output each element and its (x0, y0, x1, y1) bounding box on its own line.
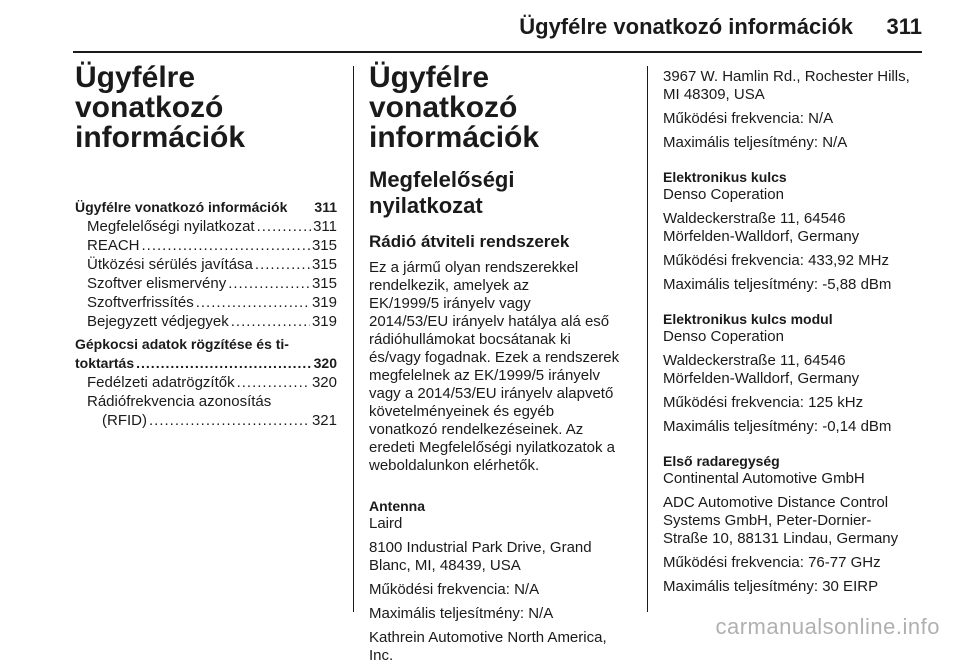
watermark: carmanualsonline.info (715, 614, 940, 639)
toc-entry[interactable]: Szoftverfrissítés ..... 319 (75, 293, 337, 312)
antenna-power: Maximális teljesítmény: N/A (369, 605, 554, 622)
intro-line: EK/1999/5 irányelv vagy (369, 295, 531, 312)
toc-entry-line[interactable]: Gépkocsi adatok rögzítése és ti- (75, 336, 289, 352)
page-header (0, 0, 960, 60)
intro-line: rendelkezik, amelyek az (369, 277, 530, 294)
intro-line: megfelelnek az EK/1999/5 irányelv (369, 367, 600, 384)
radar-block (663, 452, 925, 596)
column-divider-2 (647, 66, 648, 612)
antenna-second-address: 3967 W. Hamlin Rd., Rochester Hills, MI 48309, USA (663, 68, 910, 103)
antenna-second-maker: Kathrein Automotive North America, Inc. (369, 629, 607, 664)
antenna-second-frequency: Működési frekvencia: N/A (663, 110, 834, 127)
key-module-address: Waldeckerstraße 11, 64546 Mörfelden-Walldorf, Germany (663, 352, 860, 387)
intro-line: eredeti Megfelelőségi nyilatkozatok a (369, 439, 615, 456)
intro-line: rádióhullámokat bocsátanak ki (369, 331, 571, 348)
toc-entry[interactable]: toktartás ..... 320 (75, 354, 337, 373)
key-frequency: Működési frekvencia: 433,92 MHz (663, 252, 889, 269)
key-module-power: Maximális teljesítmény: -0,14 dBm (663, 418, 892, 435)
toc-entry[interactable]: Bejegyzett védjegyek ..... 319 (75, 312, 337, 331)
intro-paragraph (369, 259, 633, 475)
key-heading: Elektronikus kulcs (663, 169, 787, 185)
radar-power: Maximális teljesítmény: 30 EIRP (663, 578, 879, 595)
antenna-address: 8100 Industrial Park Drive, Grand Blanc, MI, 48439, USA (369, 539, 592, 574)
subsection-heading: Rádió átviteli rendszerek (369, 232, 570, 251)
key-module-heading: Elektronikus kulcs modul (663, 311, 833, 327)
key-power: Maximális teljesítmény: -5,88 dBm (663, 276, 892, 293)
key-address: Waldeckerstraße 11, 64546 Mörfelden-Walldorf, Germany (663, 210, 860, 245)
page-number: 311 (886, 14, 922, 39)
content-column-2 (369, 63, 633, 665)
toc-column (75, 63, 337, 430)
toc-entry[interactable]: (RFID) ..... 321 (75, 411, 337, 430)
toc-entry-line[interactable]: Rádiófrekvencia azonosítás (87, 393, 272, 410)
toc-entry[interactable]: REACH ..... 315 (75, 236, 337, 255)
chapter-title: Ügyfélre vonatkozó információk (75, 61, 246, 154)
key-module-maker: Denso Coperation (663, 328, 784, 345)
running-title: Ügyfélre vonatkozó információk (519, 14, 853, 39)
intro-line: és/vagy fogadnak. Ezek a rendszerek (369, 349, 620, 366)
toc-entry[interactable]: Megfelelőségi nyilatkozat ..... 311 (75, 217, 337, 236)
intro-line: 2014/53/EU irányelv hatálya alá eső (369, 313, 610, 330)
radar-maker: Continental Automotive GmbH (663, 470, 865, 487)
antenna-heading: Antenna (369, 498, 425, 514)
intro-line: Ez a jármű olyan rendszerekkel (369, 259, 579, 276)
toc-entry[interactable]: Ütközési sérülés javítása ..... 315 (75, 255, 337, 274)
toc-entry[interactable]: Fedélzeti adatrögzítők ..... 320 (75, 373, 337, 392)
header-rule (73, 51, 922, 53)
section-heading: Megfelelőségi nyilatkozat (369, 167, 515, 218)
antenna-frequency: Működési frekvencia: N/A (369, 581, 540, 598)
toc-entry[interactable]: Szoftver elismervény ..... 315 (75, 274, 337, 293)
intro-line: követelményeinek és egyéb (369, 403, 555, 420)
section-title: Ügyfélre vonatkozó információk (369, 61, 540, 154)
intro-line: vagy a 2014/53/EU irányelv alapvető (369, 385, 614, 402)
column-divider-1 (353, 66, 354, 612)
key-module-block (663, 310, 925, 436)
radar-address: ADC Automotive Distance Control Systems GmbH, Peter-Dornier- Straße 10, 88131 Lindau, Germany (663, 494, 899, 547)
radar-frequency: Működési frekvencia: 76-77 GHz (663, 554, 881, 571)
radar-heading: Első radaregység (663, 453, 780, 469)
antenna-block (369, 497, 633, 665)
toc-entry[interactable]: Ügyfélre vonatkozó információk 311 (75, 199, 337, 215)
intro-line: weboldalunkon elérhetők. (369, 457, 540, 474)
antenna-maker: Laird (369, 515, 403, 532)
intro-line: vonatkozó rendelkezéseinek. Az (369, 421, 584, 438)
antenna-second-power: Maximális teljesítmény: N/A (663, 134, 848, 151)
key-block (663, 168, 925, 294)
key-module-frequency: Működési frekvencia: 125 kHz (663, 394, 864, 411)
key-maker: Denso Coperation (663, 186, 784, 203)
content-column-3 (663, 68, 925, 596)
table-of-contents (75, 198, 337, 430)
